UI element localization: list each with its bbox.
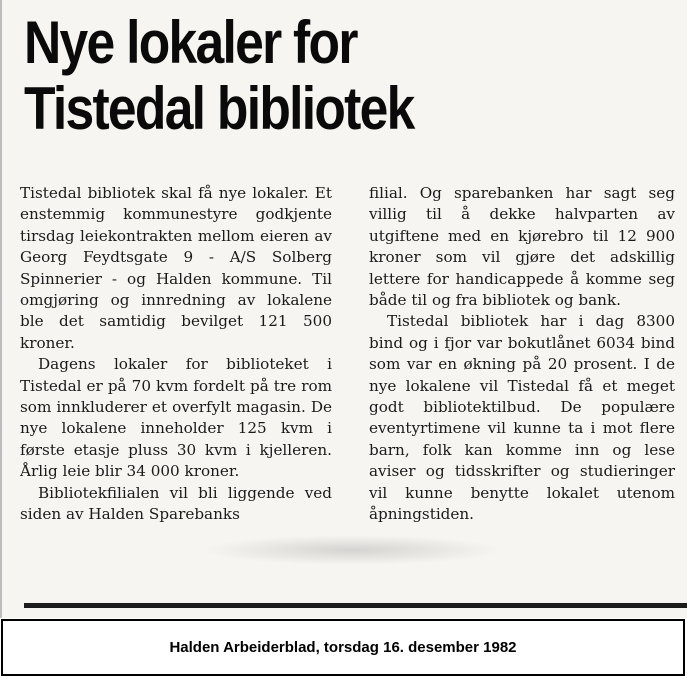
right-paragraph-1: filial. Og sparebanken har sagt seg villig til å dekke halvparten av utgiftene med en kjørebro til 12 900 kroner som vil gjøre det adskillig lettere for handicappede å komme seg både til og fra bibliotek og bank. bbox=[369, 184, 675, 310]
article-left-column bbox=[20, 183, 332, 526]
article-headline bbox=[24, 10, 583, 142]
source-caption: Halden Arbeiderblad, torsdag 16. desember 1982 bbox=[169, 639, 517, 656]
source-caption-box bbox=[1, 619, 685, 676]
left-paragraph-1: Tistedal bibliotek skal få nye lokaler. Et enstemmig kommunestyre godkjente tirsdag leiekontrakten mellom eieren av Georg Feydtsgate 9 - A/S Solberg Spinnerier - og Halden kommune. Til omgjøring og innredning av lokalene ble det samtidig bevilget 121 500 kroner. bbox=[20, 184, 332, 352]
bottom-rule bbox=[24, 603, 687, 608]
right-paragraph-2: Tistedal bibliotek har i dag 8300 bind og i fjor var bokutlånet 6034 bind som var en økning på 20 prosent. I de nye lokalene vil Tistedal få et meget godt bibliotektilbud. De populære eventyrtimene vil kunne ta i mot flere barn, folk kan komme inn og lese aviser og tidsskrifter og studieringer vil kunne benytte lokalet utenom åpningstiden. bbox=[369, 312, 675, 524]
headline-line-2: Tistedal bibliotek bbox=[24, 75, 414, 142]
left-paragraph-2: Dagens lokaler for biblioteket i Tistedal er på 70 kvm fordelt på tre rom som innkluderer et overfylt magasin. De nye lokalene inneholder 125 kvm i første etasje pluss 30 kvm i kjelleren. Årlig leie blir 34 000 kroner. bbox=[20, 355, 332, 481]
print-smudge bbox=[202, 535, 502, 565]
left-paragraph-3: Bibliotekfilialen vil bli liggende ved siden av Halden Sparebanks bbox=[20, 483, 332, 524]
article-right-column bbox=[369, 183, 675, 526]
headline-line-1: Nye lokaler for bbox=[24, 9, 357, 76]
